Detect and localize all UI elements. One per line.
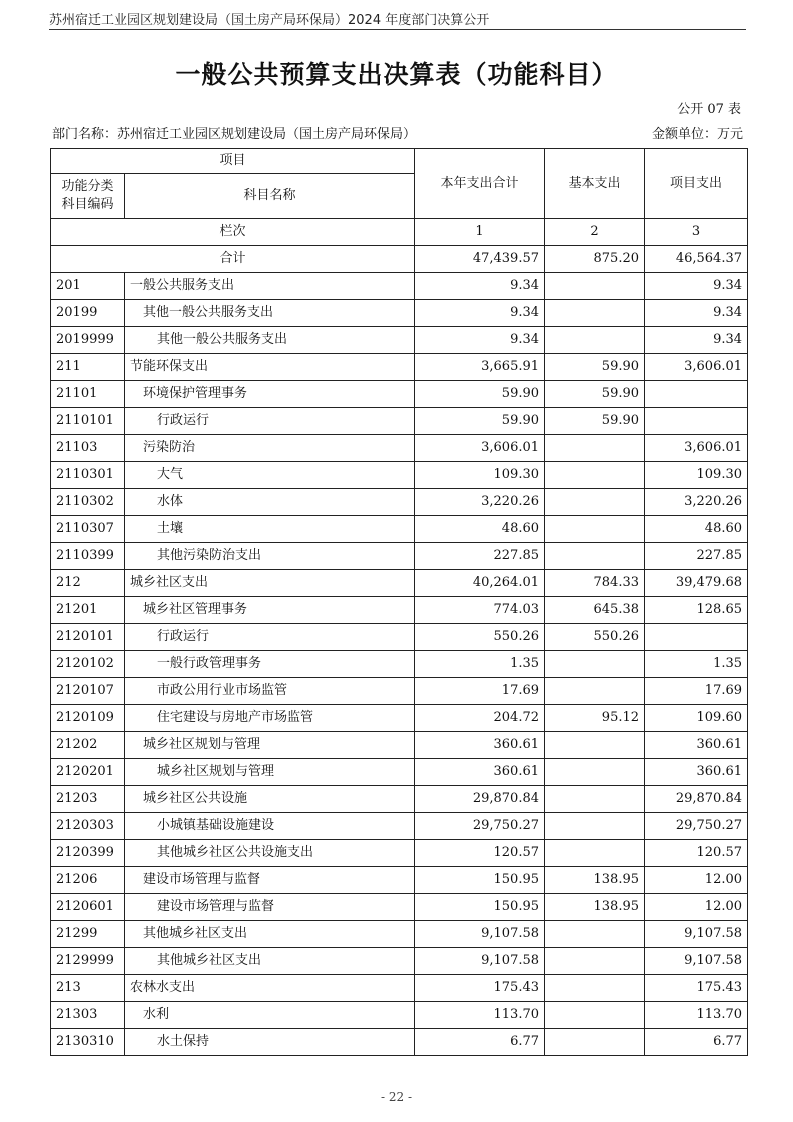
- row-total: 120.57: [415, 840, 545, 867]
- row-project: 128.65: [645, 597, 748, 624]
- row-project: [645, 624, 748, 651]
- row-project: 3,606.01: [645, 354, 748, 381]
- row-total: 29,750.27: [415, 813, 545, 840]
- table-row: [51, 327, 748, 354]
- row-basic: 550.26: [545, 624, 645, 651]
- table-row: [51, 705, 748, 732]
- row-total: 3,606.01: [415, 435, 545, 462]
- row-code: 2110101: [51, 408, 125, 435]
- table-row: [51, 732, 748, 759]
- row-project: 6.77: [645, 1029, 748, 1056]
- expenditure-table: [50, 148, 748, 1056]
- row-project: [645, 381, 748, 408]
- row-code: 21202: [51, 732, 125, 759]
- row-project: 9.34: [645, 273, 748, 300]
- header-total: 本年支出合计: [415, 149, 545, 219]
- row-project: 175.43: [645, 975, 748, 1002]
- row-name: 水利: [125, 1002, 415, 1029]
- table-row: [51, 759, 748, 786]
- row-basic: [545, 732, 645, 759]
- row-code: 211: [51, 354, 125, 381]
- row-total: 360.61: [415, 759, 545, 786]
- row-project: 9,107.58: [645, 921, 748, 948]
- row-basic: [545, 759, 645, 786]
- row-name: 行政运行: [125, 624, 415, 651]
- row-name: 建设市场管理与监督: [125, 894, 415, 921]
- row-total: 150.95: [415, 867, 545, 894]
- col-number-2: 2: [545, 219, 645, 246]
- row-total: 1.35: [415, 651, 545, 678]
- row-basic: [545, 651, 645, 678]
- running-header: 苏州宿迁工业园区规划建设局（国土房产局环保局）2024 年度部门决算公开: [49, 13, 490, 28]
- page-number: - 22 -: [380, 1090, 412, 1104]
- row-basic: [545, 921, 645, 948]
- row-project: 9.34: [645, 327, 748, 354]
- table-row: [51, 867, 748, 894]
- row-code: 2120303: [51, 813, 125, 840]
- row-total: 227.85: [415, 543, 545, 570]
- table-row: [51, 435, 748, 462]
- table-number: 公开 07 表: [677, 102, 741, 117]
- department-name: 部门名称：苏州宿迁工业园区规划建设局（国土房产局环保局）: [52, 127, 417, 142]
- row-basic: [545, 516, 645, 543]
- table-row: [51, 678, 748, 705]
- row-name: 污染防治: [125, 435, 415, 462]
- row-code: 21299: [51, 921, 125, 948]
- row-project: 3,220.26: [645, 489, 748, 516]
- row-name: 其他城乡社区支出: [125, 921, 415, 948]
- total-amount: 47,439.57: [415, 246, 545, 273]
- row-name: 其他城乡社区支出: [125, 948, 415, 975]
- row-code: 2019999: [51, 327, 125, 354]
- row-basic: [545, 273, 645, 300]
- table-row: [51, 840, 748, 867]
- table-row: [51, 570, 748, 597]
- row-name: 小城镇基础设施建设: [125, 813, 415, 840]
- row-total: 175.43: [415, 975, 545, 1002]
- row-code: 2120107: [51, 678, 125, 705]
- table-row: [51, 624, 748, 651]
- row-name: 城乡社区支出: [125, 570, 415, 597]
- table-row: [51, 597, 748, 624]
- row-basic: [545, 300, 645, 327]
- row-basic: 59.90: [545, 408, 645, 435]
- table-row: [51, 948, 748, 975]
- row-basic: [545, 813, 645, 840]
- row-project: 12.00: [645, 894, 748, 921]
- row-total: 9.34: [415, 327, 545, 354]
- header-rule: [49, 29, 746, 30]
- table-row: [51, 975, 748, 1002]
- row-code: 213: [51, 975, 125, 1002]
- row-project: 1.35: [645, 651, 748, 678]
- row-basic: [545, 840, 645, 867]
- total-label: 合计: [51, 246, 415, 273]
- row-code: 2130310: [51, 1029, 125, 1056]
- row-basic: 95.12: [545, 705, 645, 732]
- table-row: [51, 300, 748, 327]
- row-project: 3,606.01: [645, 435, 748, 462]
- row-code: 2120399: [51, 840, 125, 867]
- row-basic: [545, 1029, 645, 1056]
- row-name: 一般行政管理事务: [125, 651, 415, 678]
- row-name: 水土保持: [125, 1029, 415, 1056]
- row-code: 21206: [51, 867, 125, 894]
- row-name: 行政运行: [125, 408, 415, 435]
- table-row: [51, 813, 748, 840]
- header-lanci: 栏次: [51, 219, 415, 246]
- row-project: 360.61: [645, 732, 748, 759]
- row-basic: [545, 543, 645, 570]
- row-name: 城乡社区规划与管理: [125, 732, 415, 759]
- row-total: 113.70: [415, 1002, 545, 1029]
- row-code: 212: [51, 570, 125, 597]
- row-basic: 138.95: [545, 867, 645, 894]
- row-basic: 645.38: [545, 597, 645, 624]
- row-project: 39,479.68: [645, 570, 748, 597]
- row-basic: [545, 462, 645, 489]
- row-total: 9,107.58: [415, 948, 545, 975]
- row-total: 17.69: [415, 678, 545, 705]
- row-basic: [545, 786, 645, 813]
- row-total: 59.90: [415, 381, 545, 408]
- total-row: [51, 246, 748, 273]
- row-name: 市政公用行业市场监管: [125, 678, 415, 705]
- row-project: 9,107.58: [645, 948, 748, 975]
- table-row: [51, 462, 748, 489]
- row-code: 21201: [51, 597, 125, 624]
- row-code: 2110302: [51, 489, 125, 516]
- row-total: 3,220.26: [415, 489, 545, 516]
- row-basic: [545, 327, 645, 354]
- row-name: 环境保护管理事务: [125, 381, 415, 408]
- row-project: 109.60: [645, 705, 748, 732]
- row-basic: 138.95: [545, 894, 645, 921]
- row-name: 一般公共服务支出: [125, 273, 415, 300]
- row-code: 20199: [51, 300, 125, 327]
- amount-unit: 金额单位：万元: [651, 127, 743, 142]
- row-code: 21103: [51, 435, 125, 462]
- header-basic: 基本支出: [545, 149, 645, 219]
- row-total: 9,107.58: [415, 921, 545, 948]
- row-basic: [545, 975, 645, 1002]
- table-row: [51, 786, 748, 813]
- total-basic: 875.20: [545, 246, 645, 273]
- row-total: 109.30: [415, 462, 545, 489]
- row-code: 21303: [51, 1002, 125, 1029]
- row-total: 204.72: [415, 705, 545, 732]
- row-project: 120.57: [645, 840, 748, 867]
- header-code: 功能分类科目编码: [51, 174, 125, 219]
- table-row: [51, 273, 748, 300]
- row-total: 150.95: [415, 894, 545, 921]
- table-row: [51, 489, 748, 516]
- total-project: 46,564.37: [645, 246, 748, 273]
- row-code: 2110301: [51, 462, 125, 489]
- row-code: 21203: [51, 786, 125, 813]
- table-row: [51, 1002, 748, 1029]
- row-name: 农林水支出: [125, 975, 415, 1002]
- row-name: 城乡社区公共设施: [125, 786, 415, 813]
- row-name: 城乡社区规划与管理: [125, 759, 415, 786]
- row-name: 其他城乡社区公共设施支出: [125, 840, 415, 867]
- row-basic: 784.33: [545, 570, 645, 597]
- page-title: 一般公共预算支出决算表（功能科目）: [175, 60, 618, 89]
- row-code: 2129999: [51, 948, 125, 975]
- row-project: 12.00: [645, 867, 748, 894]
- table-row: [51, 543, 748, 570]
- row-total: 3,665.91: [415, 354, 545, 381]
- row-code: 2120109: [51, 705, 125, 732]
- row-project: 360.61: [645, 759, 748, 786]
- row-name: 土壤: [125, 516, 415, 543]
- table-row: [51, 381, 748, 408]
- table-row: [51, 651, 748, 678]
- row-code: 2110399: [51, 543, 125, 570]
- header-project: 项目支出: [645, 149, 748, 219]
- row-basic: [545, 948, 645, 975]
- col-number-3: 3: [645, 219, 748, 246]
- row-name: 建设市场管理与监督: [125, 867, 415, 894]
- row-project: 17.69: [645, 678, 748, 705]
- row-project: 29,870.84: [645, 786, 748, 813]
- row-project: 227.85: [645, 543, 748, 570]
- row-code: 2120101: [51, 624, 125, 651]
- row-project: [645, 408, 748, 435]
- row-basic: [545, 435, 645, 462]
- table-row: [51, 921, 748, 948]
- row-total: 29,870.84: [415, 786, 545, 813]
- row-basic: [545, 1002, 645, 1029]
- row-total: 9.34: [415, 300, 545, 327]
- row-name: 大气: [125, 462, 415, 489]
- row-total: 59.90: [415, 408, 545, 435]
- row-basic: [545, 489, 645, 516]
- row-code: 2120102: [51, 651, 125, 678]
- row-code: 201: [51, 273, 125, 300]
- table-row: [51, 1029, 748, 1056]
- row-name: 其他一般公共服务支出: [125, 300, 415, 327]
- row-name: 城乡社区管理事务: [125, 597, 415, 624]
- row-basic: 59.90: [545, 381, 645, 408]
- row-project: 48.60: [645, 516, 748, 543]
- row-project: 9.34: [645, 300, 748, 327]
- row-total: 774.03: [415, 597, 545, 624]
- row-name: 节能环保支出: [125, 354, 415, 381]
- row-total: 9.34: [415, 273, 545, 300]
- header-item: 项目: [51, 149, 415, 174]
- row-total: 550.26: [415, 624, 545, 651]
- col-number-1: 1: [415, 219, 545, 246]
- table-row: [51, 354, 748, 381]
- row-code: 2120601: [51, 894, 125, 921]
- row-total: 40,264.01: [415, 570, 545, 597]
- row-name: 住宅建设与房地产市场监管: [125, 705, 415, 732]
- table-row: [51, 408, 748, 435]
- table-row: [51, 516, 748, 543]
- row-name: 其他一般公共服务支出: [125, 327, 415, 354]
- row-code: 2110307: [51, 516, 125, 543]
- row-total: 6.77: [415, 1029, 545, 1056]
- row-total: 48.60: [415, 516, 545, 543]
- table-row: [51, 894, 748, 921]
- row-code: 21101: [51, 381, 125, 408]
- row-basic: 59.90: [545, 354, 645, 381]
- row-name: 水体: [125, 489, 415, 516]
- row-code: 2120201: [51, 759, 125, 786]
- header-name: 科目名称: [125, 174, 415, 219]
- row-project: 29,750.27: [645, 813, 748, 840]
- row-project: 113.70: [645, 1002, 748, 1029]
- row-basic: [545, 678, 645, 705]
- row-total: 360.61: [415, 732, 545, 759]
- row-project: 109.30: [645, 462, 748, 489]
- row-name: 其他污染防治支出: [125, 543, 415, 570]
